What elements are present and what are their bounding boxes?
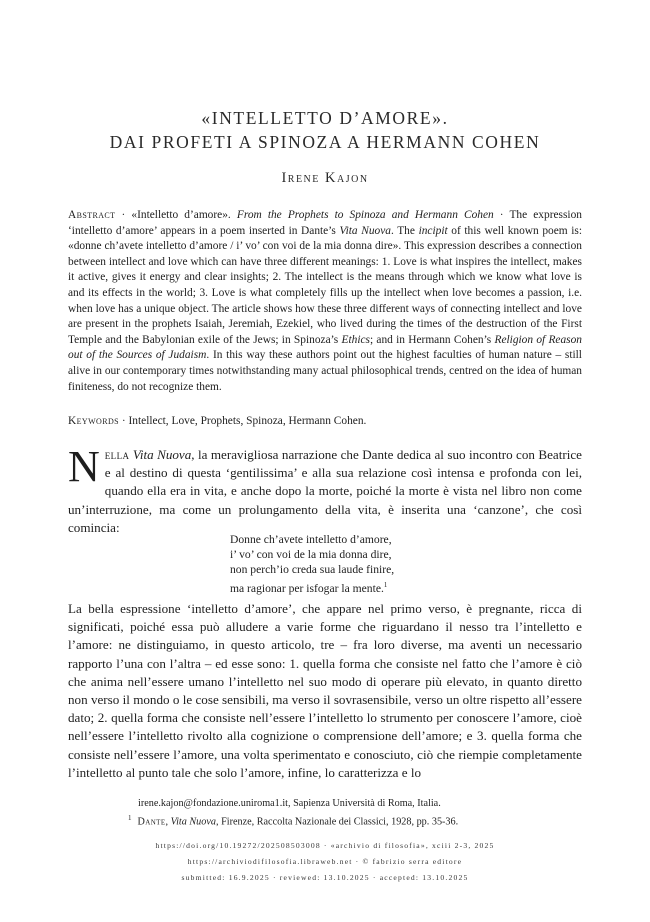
footnote-1-comma: ,	[165, 816, 171, 828]
abstract-text-2: . The	[390, 224, 419, 237]
author-name: Irene Kajon	[281, 170, 369, 186]
paragraph-1-text: , la meravigliosa narrazione che Dante dedica al suo incontro con Beatrice e al destino di questa ‘gentilissima’ e alla sua relazione così intensa e profonda con lei, quando ella era in vita, e anche dopo la morte, poiché la morte è vista nel libro non come un’interruzione, ma come un prolungamento della vita, è inserita una ‘canzone’, che così comincia:	[68, 447, 582, 535]
doi-line[interactable]: https://doi.org/10.19272/202508503008 · «archivio di filosofia», xciii 2-3, 2025	[155, 841, 495, 850]
abstract-religion: Religion of Reason out of the Sources of Judaism	[68, 333, 582, 362]
opening-smallcaps: ella	[104, 447, 130, 462]
paragraph-2: La bella espressione ‘intelletto d’amore’, che appare nel primo verso, è pregnante, ricca di significati, poiché essa può alludere a varie forme che riguardano il nesso tra l’intelletto e l’amore: ne distinguiamo, in questo articolo, tre – fra loro diverse, ma aventi un necessario rapporto l’una con l’altra – ed esse sono: 1. quella forma che consiste nel fatto che l’amore è ciò che anima nell’essere umano l’intelletto nel suo modo di operare più elevato, in quanto diretto non verso il mondo o le cose sensibili, ma verso il sovrasensibile, verso un oltre rispetto all’essere dato; 2. quella forma che consiste nell’essere l’intelletto lo strumento per conoscere l’amore, cioè nell’essere l’intelletto rivolto alla cognizione o comprensione dell’amore; e 3. quella forma che consiste nell’essere l’amore, una volta sperimentato e conosciuto, ciò che riempie completamente l’intelletto al punto tale che solo l’amore, infine, lo caratterizza e lo	[68, 601, 582, 780]
footnote-1-text: , Firenze, Raccolta Nazionale dei Classici, 1928, pp. 35-36.	[216, 816, 459, 828]
paragraph-1-vita-nuova: Vita Nuova	[132, 447, 192, 462]
abstract-label: Abstract	[68, 209, 116, 221]
journal-url-line[interactable]: https://archiviodifilosofia.libraweb.net · © fabrizio serra editore	[187, 857, 463, 866]
keywords-label: Keywords	[68, 415, 119, 427]
poem-line: Donne ch’avete intelletto d’amore,	[230, 533, 392, 546]
article-title	[0, 106, 650, 154]
abstract-separator-2: ·	[493, 209, 510, 221]
submission-dates: submitted: 16.9.2025 · reviewed: 13.10.2025 · accepted: 13.10.2025	[181, 873, 469, 882]
abstract-text-1: The expression ‘intelletto d’amore’ appears in a poem inserted in Dante’s	[68, 209, 582, 237]
title-line-2: DAI PROFETI A SPINOZA A HERMANN COHEN	[109, 132, 541, 152]
abstract	[68, 208, 582, 395]
abstract-vita-nuova: Vita Nuova	[339, 224, 391, 237]
abstract-title-it: «Intelletto d’amore».	[131, 209, 237, 221]
keywords	[68, 414, 582, 429]
footnote-1	[128, 811, 558, 830]
abstract-text-4: ; and in Hermann Cohen’s	[369, 333, 495, 346]
abstract-text-3: of this well known poem is: «donne ch’avete intelletto d’amore / i’ vo’ con voi de la mia donna dire». This expression describes a connection between intellect and love which can have three different meanings: 1. Love is what inspires the intellect, makes it active, gives it energy and clear insights; 2. The intellect is the means through which we know what love is and its effects in the world; 3. Love is what completely fills up the intellect when love becomes a passion, i.e. when love has a unique object. The article shows how these three different ways of connecting intellect and love are present in the prophets Isaiah, Jeremiah, Ezekiel, who lived during the times of the destruction of the First Temple and the Babylonian exile of the Jews; in Spinoza’s	[68, 224, 583, 346]
poem-line	[230, 578, 550, 596]
poem-line-text: ma ragionar per isfogar la mente.	[230, 581, 384, 595]
title-line-1: «INTELLETTO D’AMORE».	[201, 108, 449, 128]
drop-cap: N	[68, 442, 100, 491]
footnote-ref[interactable]: 1	[383, 580, 388, 589]
author-affiliation: irene.kajon@fondazione.uniroma1.it, Sapienza Università di Roma, Italia.	[138, 798, 441, 809]
abstract-incipit: incipit	[418, 224, 448, 237]
keywords-separator: ·	[118, 415, 129, 427]
abstract-ethics: Ethics	[341, 333, 370, 346]
abstract-title-en: From the Prophets to Spinoza and Hermann Cohen	[236, 209, 494, 221]
footnote-1-title: Vita Nuova	[170, 816, 216, 828]
poem-line: i’ vo’ con voi de la mia donna dire,	[230, 548, 392, 562]
poem-line: non perch’io creda sua laude finire,	[230, 563, 395, 577]
footnote-1-number: 1	[128, 814, 132, 823]
abstract-text-5: . In this way these authors point out the highest faculties of human nature – still alive in our contemporary times notwithstanding many actual philosophical trends, centred on the idea of human finiteness, do not recognize them.	[68, 349, 582, 393]
footnote-1-author: Dante	[137, 816, 166, 828]
paragraph-1	[68, 442, 582, 537]
poem-quote	[230, 532, 550, 596]
keywords-text: Intellect, Love, Prophets, Spinoza, Hermann Cohen.	[128, 415, 367, 427]
abstract-separator: ·	[115, 209, 132, 221]
footnotes	[128, 796, 558, 830]
